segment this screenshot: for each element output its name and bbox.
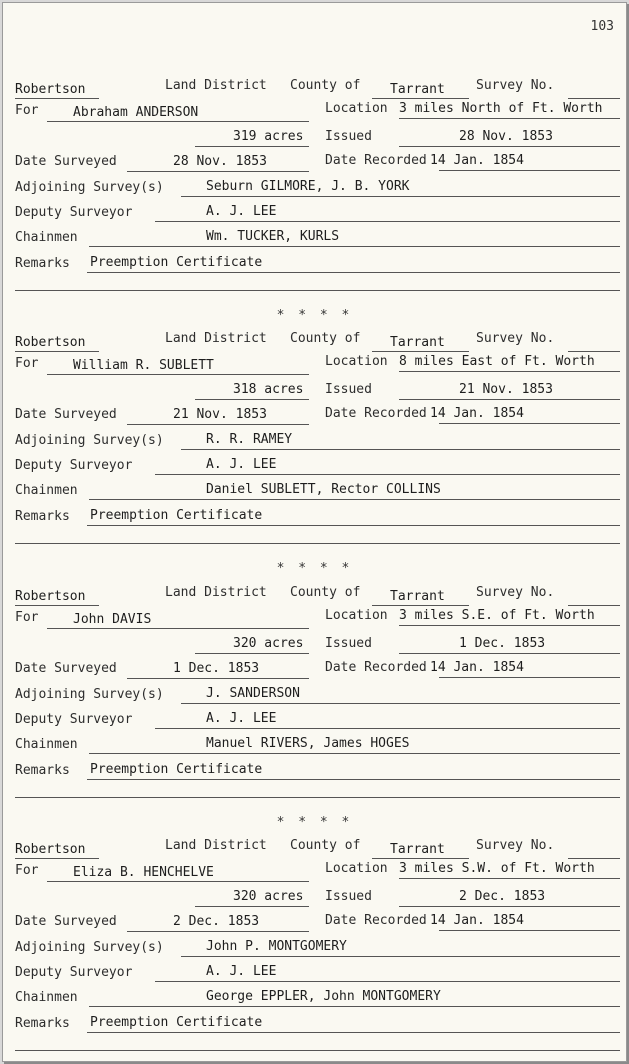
deputy-surveyor-label: Deputy Surveyor xyxy=(15,712,133,727)
issued-value: 21 Nov. 1853 xyxy=(459,382,553,397)
date-surveyed-value: 2 Dec. 1853 xyxy=(173,914,260,929)
issued-value: 28 Nov. 1853 xyxy=(459,129,553,144)
county-value: Tarrant xyxy=(390,82,445,97)
location-label: Location xyxy=(325,608,388,623)
adjoining-surveys-label: Adjoining Survey(s) xyxy=(15,433,164,448)
for-label: For xyxy=(15,356,39,371)
date-recorded-value: 14 Jan. 1854 xyxy=(430,153,524,168)
field-underline xyxy=(15,98,99,99)
remarks-value: Preemption Certificate xyxy=(90,255,263,270)
field-underline xyxy=(372,858,469,859)
survey-no-label: Survey No. xyxy=(476,78,555,93)
field-underline xyxy=(568,98,620,99)
field-underline xyxy=(155,981,620,982)
field-underline xyxy=(399,625,620,626)
field-underline xyxy=(89,499,620,500)
field-underline xyxy=(399,653,620,654)
location-value: 3 miles S.E. of Ft. Worth xyxy=(399,608,595,623)
field-underline xyxy=(87,779,620,780)
deputy-surveyor-value: A. J. LEE xyxy=(206,457,277,472)
grantee-name: John DAVIS xyxy=(73,612,152,627)
field-underline xyxy=(181,703,620,704)
field-underline xyxy=(439,930,620,931)
field-underline xyxy=(47,881,309,882)
field-underline xyxy=(127,171,309,172)
field-underline xyxy=(399,371,620,372)
date-recorded-label: Date Recorded xyxy=(325,913,427,928)
adjoining-surveys-value: Seburn GILMORE, J. B. YORK xyxy=(206,179,410,194)
field-underline xyxy=(127,678,309,679)
field-underline xyxy=(372,351,469,352)
land-district-value: Robertson xyxy=(15,335,86,350)
survey-no-label: Survey No. xyxy=(476,585,555,600)
date-recorded-label: Date Recorded xyxy=(325,153,427,168)
land-district-label: Land District xyxy=(165,585,267,600)
survey-no-label: Survey No. xyxy=(476,838,555,853)
field-underline xyxy=(439,423,620,424)
record-separator: * * * * xyxy=(276,815,353,830)
field-underline xyxy=(155,221,620,222)
field-underline xyxy=(89,753,620,754)
date-surveyed-label: Date Surveyed xyxy=(15,154,117,169)
acreage-value: 320 acres xyxy=(233,636,304,651)
record-separator: * * * * xyxy=(276,308,353,323)
remarks-label: Remarks xyxy=(15,1016,70,1031)
page-number: 103 xyxy=(590,19,614,34)
field-underline xyxy=(195,653,309,654)
field-underline xyxy=(89,1006,620,1007)
record-separator: * * * * xyxy=(276,561,353,576)
blank-line xyxy=(15,290,620,291)
remarks-value: Preemption Certificate xyxy=(90,508,263,523)
remarks-label: Remarks xyxy=(15,256,70,271)
deputy-surveyor-label: Deputy Surveyor xyxy=(15,965,133,980)
adjoining-surveys-value: R. R. RAMEY xyxy=(206,432,293,447)
issued-label: Issued xyxy=(325,636,372,651)
field-underline xyxy=(181,449,620,450)
chainmen-label: Chainmen xyxy=(15,737,78,752)
date-recorded-value: 14 Jan. 1854 xyxy=(430,913,524,928)
for-label: For xyxy=(15,863,39,878)
acreage-value: 319 acres xyxy=(233,129,304,144)
date-surveyed-value: 1 Dec. 1853 xyxy=(173,661,260,676)
acreage-value: 318 acres xyxy=(233,382,304,397)
field-underline xyxy=(399,146,620,147)
county-value: Tarrant xyxy=(390,589,445,604)
adjoining-surveys-label: Adjoining Survey(s) xyxy=(15,687,164,702)
field-underline xyxy=(47,374,309,375)
chainmen-label: Chainmen xyxy=(15,483,78,498)
field-underline xyxy=(439,677,620,678)
for-label: For xyxy=(15,103,39,118)
land-district-value: Robertson xyxy=(15,589,86,604)
date-recorded-label: Date Recorded xyxy=(325,406,427,421)
remarks-value: Preemption Certificate xyxy=(90,762,263,777)
deputy-surveyor-label: Deputy Surveyor xyxy=(15,205,133,220)
field-underline xyxy=(568,858,620,859)
field-underline xyxy=(195,399,309,400)
grantee-name: William R. SUBLETT xyxy=(73,358,214,373)
field-underline xyxy=(127,424,309,425)
date-surveyed-label: Date Surveyed xyxy=(15,407,117,422)
date-recorded-label: Date Recorded xyxy=(325,660,427,675)
date-surveyed-label: Date Surveyed xyxy=(15,661,117,676)
deputy-surveyor-value: A. J. LEE xyxy=(206,964,277,979)
acreage-value: 320 acres xyxy=(233,889,304,904)
location-label: Location xyxy=(325,861,388,876)
chainmen-label: Chainmen xyxy=(15,990,78,1005)
blank-line xyxy=(15,1050,620,1051)
field-underline xyxy=(155,474,620,475)
field-underline xyxy=(399,878,620,879)
land-district-value: Robertson xyxy=(15,842,86,857)
land-district-label: Land District xyxy=(165,331,267,346)
issued-label: Issued xyxy=(325,382,372,397)
chainmen-value: George EPPLER, John MONTGOMERY xyxy=(206,989,441,1004)
date-surveyed-label: Date Surveyed xyxy=(15,914,117,929)
issued-label: Issued xyxy=(325,129,372,144)
date-surveyed-value: 21 Nov. 1853 xyxy=(173,407,267,422)
field-underline xyxy=(15,858,99,859)
field-underline xyxy=(87,525,620,526)
field-underline xyxy=(181,196,620,197)
remarks-label: Remarks xyxy=(15,509,70,524)
land-district-label: Land District xyxy=(165,838,267,853)
date-recorded-value: 14 Jan. 1854 xyxy=(430,660,524,675)
location-value: 3 miles North of Ft. Worth xyxy=(399,101,603,116)
field-underline xyxy=(155,728,620,729)
location-label: Location xyxy=(325,354,388,369)
field-underline xyxy=(195,906,309,907)
field-underline xyxy=(372,98,469,99)
field-underline xyxy=(15,605,99,606)
blank-line xyxy=(15,543,620,544)
field-underline xyxy=(87,1032,620,1033)
document-page xyxy=(2,2,627,1062)
chainmen-value: Daniel SUBLETT, Rector COLLINS xyxy=(206,482,441,497)
survey-no-label: Survey No. xyxy=(476,331,555,346)
deputy-surveyor-label: Deputy Surveyor xyxy=(15,458,133,473)
issued-value: 1 Dec. 1853 xyxy=(459,636,546,651)
field-underline xyxy=(127,931,309,932)
field-underline xyxy=(568,351,620,352)
issued-label: Issued xyxy=(325,889,372,904)
chainmen-value: Wm. TUCKER, KURLS xyxy=(206,229,340,244)
field-underline xyxy=(568,605,620,606)
county-value: Tarrant xyxy=(390,842,445,857)
adjoining-surveys-label: Adjoining Survey(s) xyxy=(15,180,164,195)
field-underline xyxy=(439,170,620,171)
county-of-label: County of xyxy=(290,78,361,93)
chainmen-label: Chainmen xyxy=(15,230,78,245)
field-underline xyxy=(15,351,99,352)
land-district-label: Land District xyxy=(165,78,267,93)
location-value: 8 miles East of Ft. Worth xyxy=(399,354,595,369)
land-district-value: Robertson xyxy=(15,82,86,97)
for-label: For xyxy=(15,610,39,625)
remarks-value: Preemption Certificate xyxy=(90,1015,263,1030)
location-value: 3 miles S.W. of Ft. Worth xyxy=(399,861,595,876)
county-of-label: County of xyxy=(290,838,361,853)
date-recorded-value: 14 Jan. 1854 xyxy=(430,406,524,421)
remarks-label: Remarks xyxy=(15,763,70,778)
field-underline xyxy=(47,121,309,122)
date-surveyed-value: 28 Nov. 1853 xyxy=(173,154,267,169)
deputy-surveyor-value: A. J. LEE xyxy=(206,204,277,219)
field-underline xyxy=(47,628,309,629)
field-underline xyxy=(181,956,620,957)
grantee-name: Abraham ANDERSON xyxy=(73,105,199,120)
field-underline xyxy=(89,246,620,247)
adjoining-surveys-value: John P. MONTGOMERY xyxy=(206,939,347,954)
deputy-surveyor-value: A. J. LEE xyxy=(206,711,277,726)
grantee-name: Eliza B. HENCHELVE xyxy=(73,865,214,880)
field-underline xyxy=(372,605,469,606)
field-underline xyxy=(399,906,620,907)
location-label: Location xyxy=(325,101,388,116)
chainmen-value: Manuel RIVERS, James HOGES xyxy=(206,736,410,751)
adjoining-surveys-value: J. SANDERSON xyxy=(206,686,300,701)
county-value: Tarrant xyxy=(390,335,445,350)
adjoining-surveys-label: Adjoining Survey(s) xyxy=(15,940,164,955)
county-of-label: County of xyxy=(290,331,361,346)
issued-value: 2 Dec. 1853 xyxy=(459,889,546,904)
county-of-label: County of xyxy=(290,585,361,600)
field-underline xyxy=(195,146,309,147)
field-underline xyxy=(399,399,620,400)
field-underline xyxy=(399,118,620,119)
blank-line xyxy=(15,797,620,798)
field-underline xyxy=(87,272,620,273)
